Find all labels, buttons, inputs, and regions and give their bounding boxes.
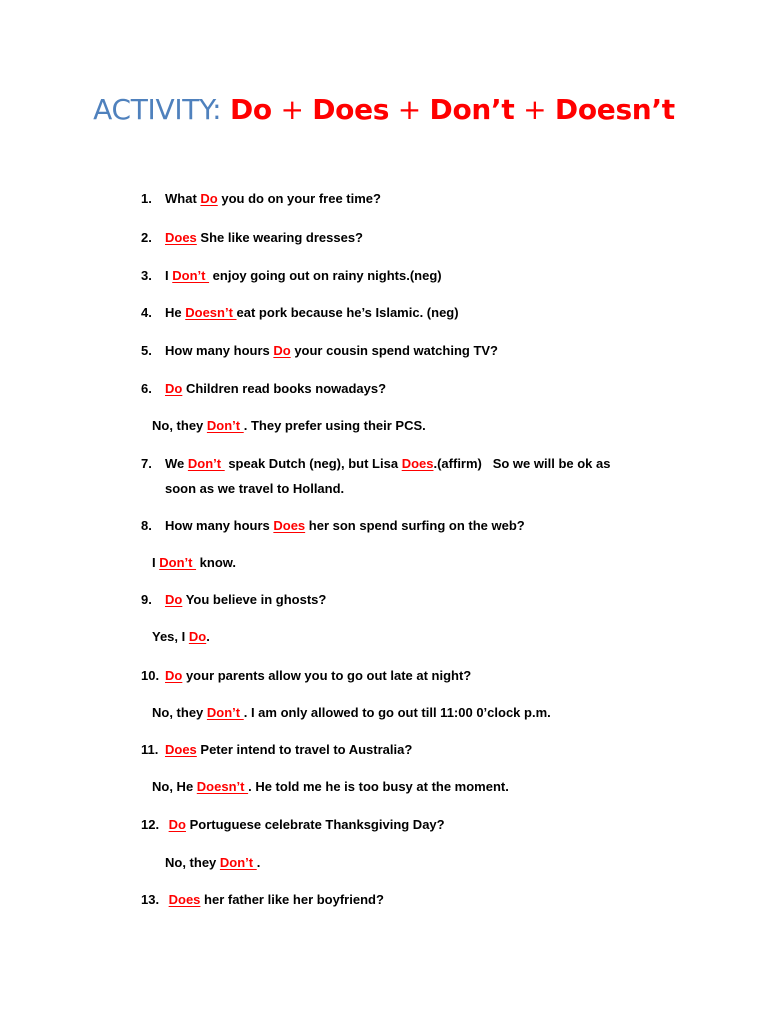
sentence-fragment: You believe in ghosts? (182, 592, 327, 607)
sentence-text (165, 592, 326, 608)
sentence-fragment: What (165, 191, 201, 206)
answer-word: Doesn’t (185, 305, 237, 320)
title-plus: + (280, 93, 304, 126)
sentence-fragment: your cousin spend watching TV? (290, 343, 498, 358)
question-number: 4. (141, 305, 152, 320)
sentence-fragment: Yes, I (152, 629, 189, 644)
sentence-fragment: No, they (152, 705, 207, 720)
answer-word: Don’t (219, 855, 257, 870)
sentence-fragment: her father like her boyfriend? (200, 892, 384, 907)
answer-word: Doesn’t (196, 779, 249, 794)
title-plus: + (397, 93, 421, 126)
question-number: 9. (141, 592, 152, 607)
sentence-fragment: No, they (165, 855, 220, 870)
sentence-text (165, 892, 384, 908)
answer-word: Does (273, 518, 306, 533)
sentence-fragment: . They prefer using their PCS. (243, 418, 426, 433)
answer-word: Don’t (187, 456, 225, 471)
sentence-fragment: I (165, 268, 173, 283)
question-number: 13. (141, 892, 160, 907)
activity-title (0, 93, 768, 126)
title-prefix: ACTIVITY: (93, 93, 222, 126)
sentence-text (152, 418, 426, 434)
sentence-text (165, 668, 471, 684)
answer-word: Do (273, 343, 291, 358)
title-word-doesnt: Doesn’t (554, 93, 675, 126)
sentence-text (165, 305, 459, 321)
answer-word: Don’t (206, 705, 244, 720)
sentence-fragment: your parents allow you to go out late at night? (182, 668, 472, 683)
sentence-fragment: We (165, 456, 188, 471)
sentence-fragment: .(affirm) So we will be ok as (433, 456, 611, 471)
title-plus: + (523, 93, 547, 126)
sentence-text (165, 481, 344, 497)
sentence-fragment: Portuguese celebrate Thanksgiving Day? (185, 817, 445, 832)
sentence-fragment: No, He (152, 779, 197, 794)
question-number: 7. (141, 456, 152, 471)
sentence-text (165, 191, 381, 207)
sentence-text (165, 343, 498, 359)
sentence-fragment: . (256, 855, 261, 870)
question-number: 11. (141, 742, 159, 757)
sentence-fragment: eat pork because he’s Islamic. (neg) (236, 305, 459, 320)
answer-word: Do (165, 381, 183, 396)
sentence-text (165, 456, 610, 472)
question-number: 10. (141, 668, 160, 683)
sentence-fragment: her son spend surfing on the web? (305, 518, 525, 533)
title-word-dont: Don’t (429, 93, 515, 126)
question-number: 8. (141, 518, 152, 533)
sentence-text (152, 555, 236, 571)
title-word-do: Do (229, 93, 272, 126)
sentence-fragment: speak Dutch (neg), but Lisa (224, 456, 402, 471)
sentence-fragment: you do on your free time? (217, 191, 381, 206)
question-number: 2. (141, 230, 152, 245)
question-number: 1. (141, 191, 152, 206)
sentence-fragment: Children read books nowadays? (182, 381, 387, 396)
title-word-does: Does (312, 93, 390, 126)
answer-word: Do (168, 817, 186, 832)
sentence-text (152, 629, 210, 645)
sentence-fragment: enjoy going out on rainy nights.(neg) (209, 268, 442, 283)
answer-word: Don’t (172, 268, 210, 283)
answer-word: Do (188, 629, 207, 644)
answer-word: Does (165, 742, 197, 757)
sentence-text (165, 817, 445, 833)
sentence-text (165, 742, 412, 758)
answer-word: Do (165, 668, 183, 683)
sentence-text (152, 705, 551, 721)
sentence-text (165, 268, 442, 284)
question-number: 3. (141, 268, 152, 283)
sentence-fragment: . He told me he is too busy at the moment. (248, 779, 509, 794)
sentence-text (165, 855, 260, 871)
sentence-fragment: He (165, 305, 186, 320)
sentence-fragment: soon as we travel to Holland. (165, 481, 345, 496)
sentence-fragment: She like wearing dresses? (196, 230, 363, 245)
sentence-text (165, 518, 525, 534)
sentence-fragment: Peter intend to travel to Australia? (196, 742, 413, 757)
answer-word: Don’t (206, 418, 244, 433)
sentence-fragment: No, they (152, 418, 207, 433)
sentence-fragment: . I am only allowed to go out till 11:00 0’clock p.m. (243, 705, 551, 720)
sentence-fragment: How many hours (165, 343, 274, 358)
sentence-text (165, 381, 386, 397)
answer-word: Does (401, 456, 434, 471)
sentence-text (152, 779, 509, 795)
answer-word: Don’t (159, 555, 197, 570)
sentence-fragment: know. (196, 555, 237, 570)
question-number: 6. (141, 381, 152, 396)
answer-word: Does (168, 892, 201, 907)
answer-word: Does (165, 230, 197, 245)
sentence-text (165, 230, 363, 246)
question-number: 12. (141, 817, 160, 832)
sentence-fragment: . (206, 629, 210, 644)
answer-word: Do (165, 592, 183, 607)
answer-word: Do (200, 191, 218, 206)
question-number: 5. (141, 343, 152, 358)
sentence-fragment: I (152, 555, 160, 570)
sentence-fragment: How many hours (165, 518, 274, 533)
